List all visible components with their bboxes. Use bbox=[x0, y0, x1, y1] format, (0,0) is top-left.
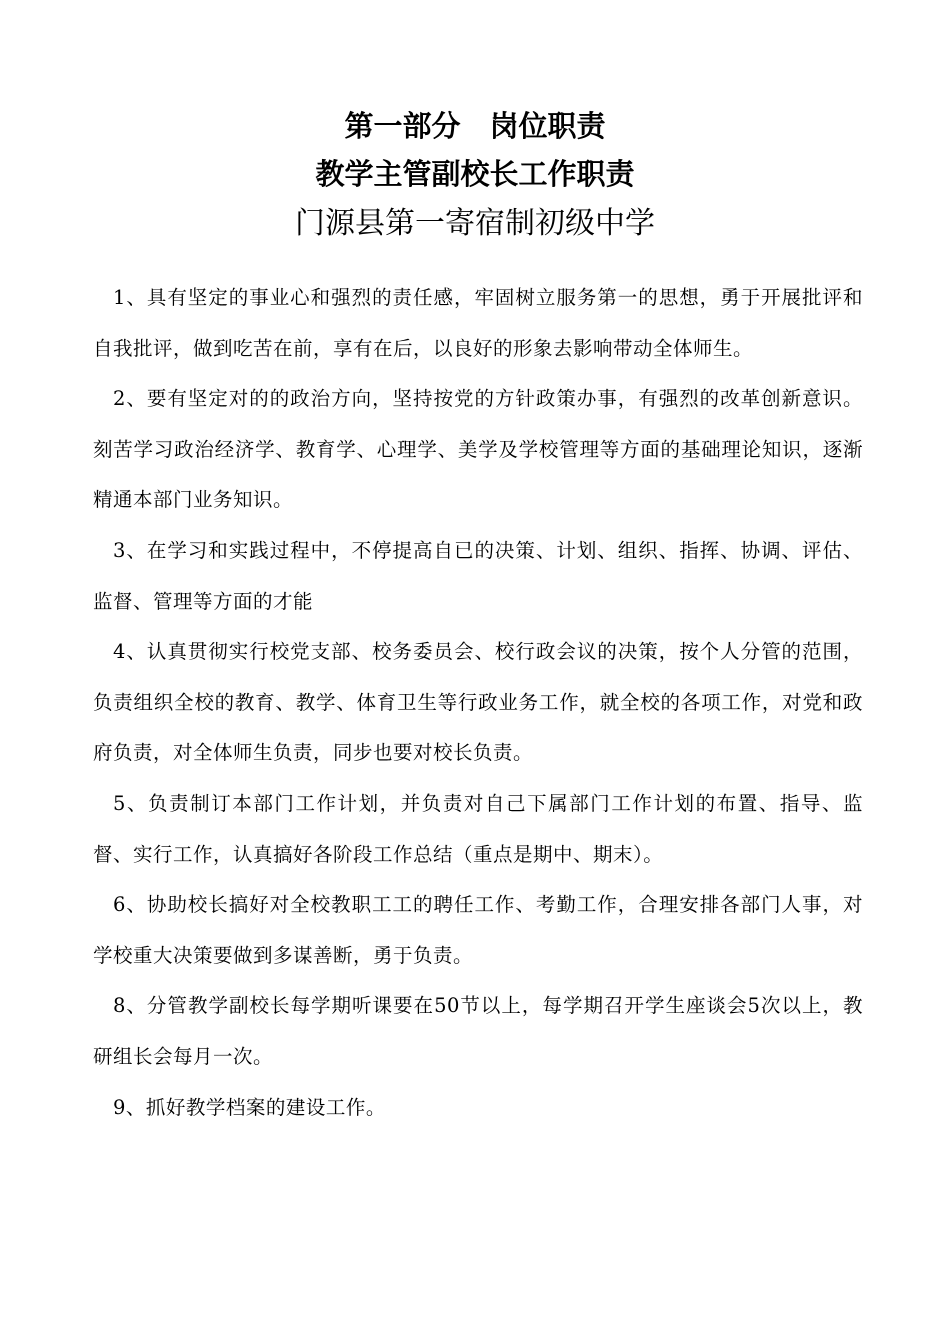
duty-item-2: 2、要有坚定对的的政治方向，坚持按党的方针政策办事，有强烈的改革创新意识。刻苦学习政治经济学、教育学、心理学、美学及学校管理等方面的基础理论知识，逐渐精通本部门业务知识。 bbox=[93, 387, 863, 512]
duty-item-9: 9、抓好教学档案的建设工作。 bbox=[113, 1095, 386, 1119]
duties-list bbox=[93, 273, 863, 1133]
duty-item-6: 6、协助校长搞好对全校教职工工的聘任工作、考勤工作，合理安排各部门人事，对学校重大决策要做到多谋善断，勇于负责。 bbox=[93, 893, 863, 967]
section-title: 第一部分 岗位职责 bbox=[344, 109, 606, 143]
duty-item-5: 5、负责制订本部门工作计划，并负责对自己下属部门工作计划的布置、指导、监督、实行工作，认真搞好各阶段工作总结（重点是期中、期末）。 bbox=[93, 791, 863, 866]
duty-item-1: 1、具有坚定的事业心和强烈的责任感，牢固树立服务第一的思想，勇于开展批评和自我批评，做到吃苦在前，享有在后，以良好的形象去影响带动全体师生。 bbox=[93, 286, 863, 360]
role-title: 教学主管副校长工作职责 bbox=[315, 157, 635, 191]
duty-item-4: 4、认真贯彻实行校党支部、校务委员会、校行政会议的决策，按个人分管的范围，负责组织全校的教育、教学、体育卫生等行政业务工作，就全校的各项工作，对党和政府负责，对全体师生负责，同步也要对校长负责。 bbox=[93, 640, 863, 765]
school-name: 门源县第一寄宿制初级中学 bbox=[295, 206, 655, 241]
duty-item-8: 8、分管教学副校长每学期听课要在50节以上，每学期召开学生座谈会5次以上，教研组长会每月一次。 bbox=[93, 994, 863, 1068]
duty-item-3: 3、在学习和实践过程中，不停提高自已的决策、计划、组织、指挥、协调、评估、监督、管理等方面的才能 bbox=[93, 538, 863, 613]
